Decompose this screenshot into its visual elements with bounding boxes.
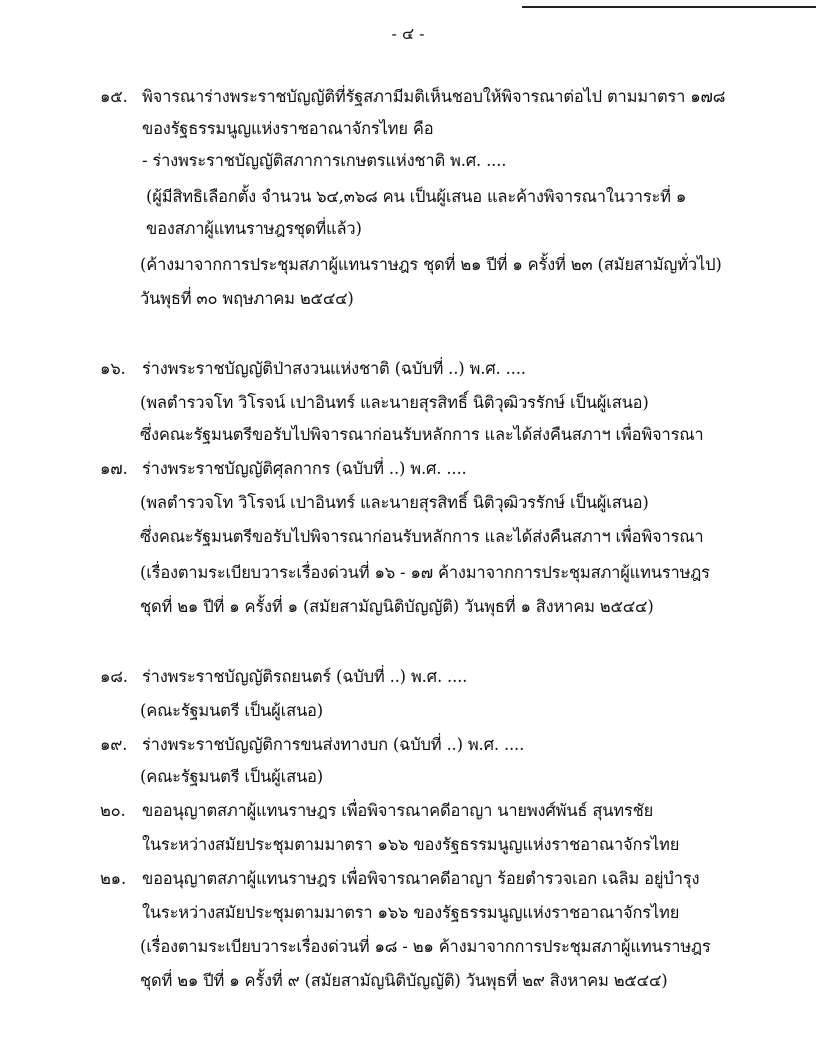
top-rule: [522, 6, 816, 8]
item-line: ของรัฐธรรมนูญแห่งราชอาณาจักรไทย คือ: [142, 119, 434, 138]
item-line: (คณะรัฐมนตรี เป็นผู้เสนอ): [140, 767, 323, 786]
item-line: ร่างพระราชบัญญัติรถยนตร์ (ฉบับที่ ..) พ.ศ. ....: [142, 667, 468, 686]
item-number: ๑๗.: [100, 459, 128, 478]
item-line: วันพุธที่ ๓๐ พฤษภาคม ๒๕๔๔): [140, 289, 354, 308]
item-line: ขออนุญาตสภาผู้แทนราษฎร เพื่อพิจารณาคดีอาญา ร้อยตำรวจเอก เฉลิม อยู่บำรุง: [142, 869, 700, 888]
item-line: พิจารณาร่างพระราชบัญญัติที่รัฐสภามีมติเห็นชอบให้พิจารณาต่อไป ตามมาตรา ๑๗๘: [142, 87, 726, 106]
item-line: ชุดที่ ๒๑ ปีที่ ๑ ครั้งที่ ๙ (สมัยสามัญนิติบัญญัติ) วันพุธที่ ๒๙ สิงหาคม ๒๕๔๔): [140, 971, 668, 990]
item-line: ร่างพระราชบัญญัติศุลกากร (ฉบับที่ ..) พ.ศ. ....: [142, 459, 467, 478]
item-line: ในระหว่างสมัยประชุมตามมาตรา ๑๖๖ ของรัฐธรรมนูญแห่งราชอาณาจักรไทย: [142, 835, 680, 854]
item-line: ซึ่งคณะรัฐมนตรีขอรับไปพิจารณาก่อนรับหลักการ และได้ส่งคืนสภาฯ เพื่อพิจารณา: [140, 425, 704, 444]
page-number: - ๔ -: [391, 24, 425, 43]
item-line: - ร่างพระราชบัญญัติสภาการเกษตรแห่งชาติ พ.ศ. ....: [142, 151, 507, 170]
item-line: (พลตำรวจโท วิโรจน์ เปาอินทร์ และนายสุรสิทธิ์ นิติวุฒิวรรักษ์ เป็นผู้เสนอ): [140, 493, 649, 512]
item-line: (ค้างมาจากการประชุมสภาผู้แทนราษฎร ชุดที่ ๒๑ ปีที่ ๑ ครั้งที่ ๒๓ (สมัยสามัญทั่วไป): [140, 255, 722, 274]
item-line: ขออนุญาตสภาผู้แทนราษฎร เพื่อพิจารณาคดีอาญา นายพงศ์พันธ์ สุนทรชัย: [142, 801, 654, 820]
item-line: ของสภาผู้แทนราษฎรชุดที่แล้ว): [146, 219, 362, 238]
item-line: ในระหว่างสมัยประชุมตามมาตรา ๑๖๖ ของรัฐธรรมนูญแห่งราชอาณาจักรไทย: [142, 903, 680, 922]
item-line: ร่างพระราชบัญญัติการขนส่งทางบก (ฉบับที่ ..) พ.ศ. ....: [142, 735, 525, 754]
item-line: (พลตำรวจโท วิโรจน์ เปาอินทร์ และนายสุรสิทธิ์ นิติวุฒิวรรักษ์ เป็นผู้เสนอ): [140, 393, 649, 412]
item-line: (เรื่องตามระเบียบวาระเรื่องด่วนที่ ๑๖ - ๑๗ ค้างมาจากการประชุมสภาผู้แทนราษฎร: [140, 563, 710, 582]
item-line: ร่างพระราชบัญญัติป่าสงวนแห่งชาติ (ฉบับที่ ..) พ.ศ. ....: [142, 359, 526, 378]
item-line: (คณะรัฐมนตรี เป็นผู้เสนอ): [140, 701, 323, 720]
item-number: ๑๘.: [100, 667, 128, 686]
item-number: ๑๖.: [100, 359, 126, 378]
item-line: (ผู้มีสิทธิเลือกตั้ง จำนวน ๖๔,๓๖๘ คน เป็นผู้เสนอ และค้างพิจารณาในวาระที่ ๑: [146, 187, 687, 206]
item-number: ๑๕.: [100, 87, 128, 106]
item-line: ชุดที่ ๒๑ ปีที่ ๑ ครั้งที่ ๑ (สมัยสามัญนิติบัญญัติ) วันพุธที่ ๑ สิงหาคม ๒๕๔๔): [140, 597, 654, 616]
item-line: (เรื่องตามระเบียบวาระเรื่องด่วนที่ ๑๘ - ๒๑ ค้างมาจากการประชุมสภาผู้แทนราษฎร: [140, 937, 711, 956]
item-number: ๒๑.: [100, 869, 126, 888]
item-number: ๒๐.: [100, 801, 126, 820]
item-number: ๑๙.: [100, 735, 128, 754]
item-line: ซึ่งคณะรัฐมนตรีขอรับไปพิจารณาก่อนรับหลักการ และได้ส่งคืนสภาฯ เพื่อพิจารณา: [140, 527, 704, 546]
